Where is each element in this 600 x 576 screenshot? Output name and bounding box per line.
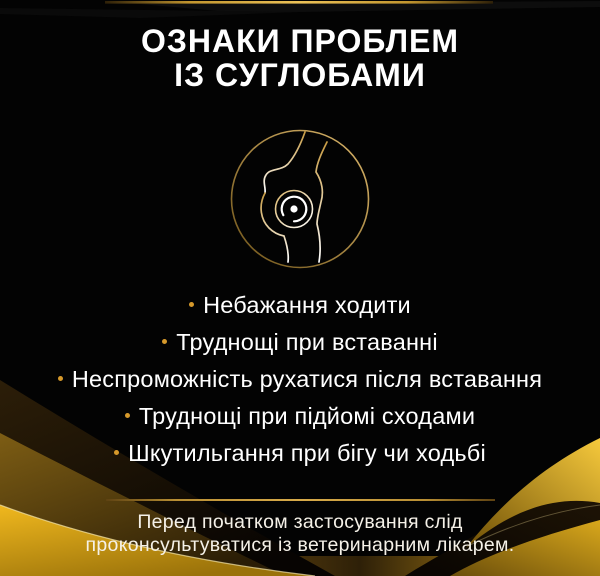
title-line-2: ІЗ СУГЛОБАМИ xyxy=(174,57,426,93)
disclaimer-line-1: Перед початком застосування слід xyxy=(137,511,463,533)
footer-divider xyxy=(106,499,495,501)
disclaimer-line-2: проконсультуватися із ветеринарним лікарем. xyxy=(85,534,515,556)
symptom-label: Небажання ходити xyxy=(203,292,411,318)
symptom-label: Шкутильгання при бігу чи ходьбі xyxy=(128,440,486,466)
page-title xyxy=(0,24,600,92)
symptom-item xyxy=(0,398,600,435)
symptom-label: Неспроможність рухатися після вставання xyxy=(71,366,543,392)
bullet-dot-icon xyxy=(125,413,130,418)
symptom-label: Труднощі при підйомі сходами xyxy=(138,403,476,429)
hip-joint-icon xyxy=(220,119,380,279)
title-line-1: ОЗНАКИ ПРОБЛЕМ xyxy=(140,23,460,59)
bullet-dot-icon xyxy=(162,339,167,344)
symptom-item xyxy=(0,324,600,361)
symptom-list xyxy=(0,287,600,472)
symptom-item xyxy=(0,435,600,472)
symptom-item xyxy=(0,361,600,398)
footer-disclaimer xyxy=(0,511,600,557)
symptom-item xyxy=(0,287,600,324)
bullet-dot-icon xyxy=(58,376,63,381)
bullet-dot-icon xyxy=(189,302,194,307)
bullet-dot-icon xyxy=(114,450,119,455)
symptom-label: Труднощі при вставанні xyxy=(176,329,438,355)
